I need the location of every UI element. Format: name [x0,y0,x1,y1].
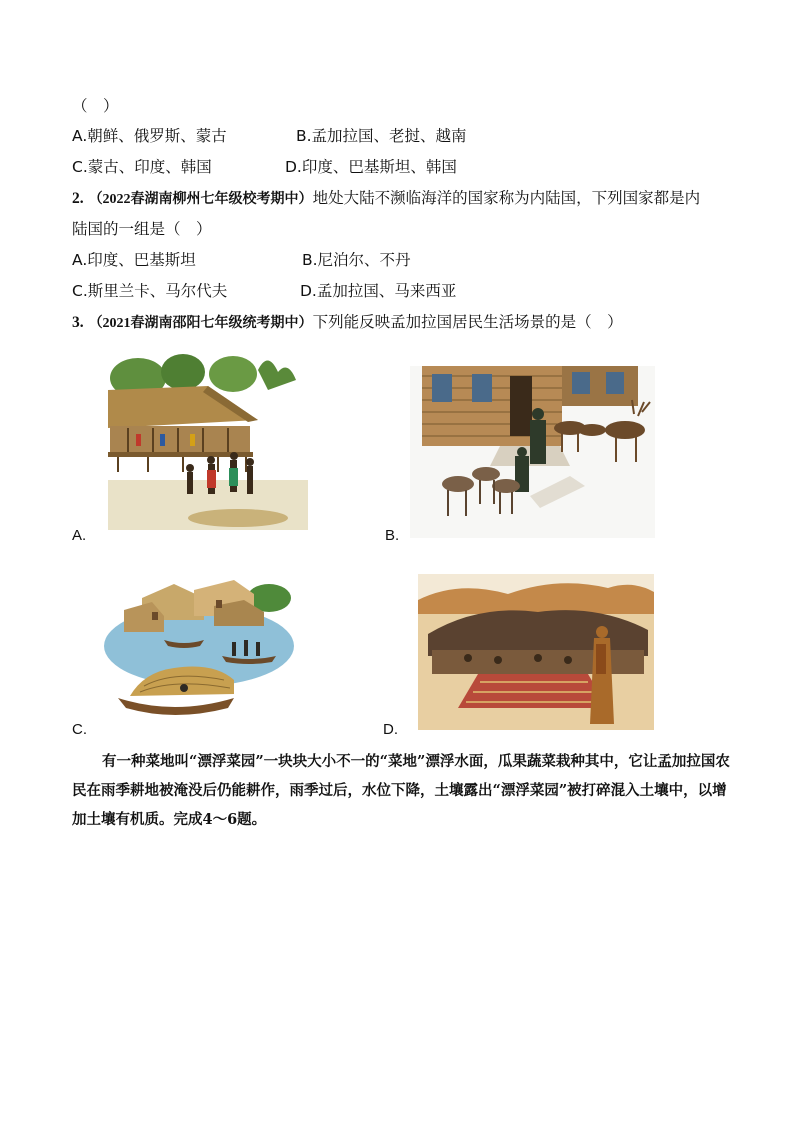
q2-option-a: A.印度、巴基斯坦 [72,251,196,269]
option-a-label: A. [72,527,87,544]
q1-option-b: B.孟加拉国、老挝、越南 [296,127,467,145]
q3-source: （2021春湖南邵阳七年级统考期中） [88,316,313,331]
q3-stem-text: 下列能反映孟加拉国居民生活场景的是（ ） [312,313,623,331]
q2-stem-line2: 陆国的一组是（ ） [72,220,212,238]
q2-number: 2. [72,190,84,207]
option-b-label: B. [385,527,400,544]
q2-source: （2022春湖南柳州七年级校考期中） [88,192,313,207]
option-d-label: D. [383,721,398,738]
q3-number: 3. [72,314,84,331]
q1-option-d: D.印度、巴基斯坦、韩国 [285,158,457,176]
q1-option-c: C.蒙古、印度、韩国 [72,158,212,176]
q2-option-d: D.孟加拉国、马来西亚 [300,282,457,300]
q2-stem-line1: 地处大陆不濒临海洋的国家称为内陆国，下列国家都是内 [312,189,701,207]
flood-boats-image [104,576,294,726]
option-c-label: C. [72,721,87,738]
snow-reindeer-image [410,366,655,538]
q2-stem [72,188,700,210]
option-c-illustration [104,576,294,726]
q1-bracket: （ ） [72,97,119,115]
q3-stem [72,312,623,334]
passage-text: 有一种菜地叫“漂浮菜园”一块块大小不一的“菜地”漂浮水面，瓜果蔬菜栽种其中，它让孟加拉国农民在雨季耕地被淹没后仍能耕作，雨季过后，水位下降，土壤露出“漂浮菜园”被打碎混入土壤中，以增加土壤有机质。完成4～6题。 [72,753,730,828]
option-d-illustration [418,574,654,730]
floating-garden-passage [72,747,732,834]
desert-tent-image [418,574,654,730]
q2-option-b: B.尼泊尔、不丹 [302,251,411,269]
option-b-illustration [410,366,655,538]
q1-option-a: A.朝鲜、俄罗斯、蒙古 [72,127,227,145]
option-a-illustration [108,350,308,530]
stilt-house-image [108,350,308,530]
q2-option-c: C.斯里兰卡、马尔代夫 [72,282,228,300]
